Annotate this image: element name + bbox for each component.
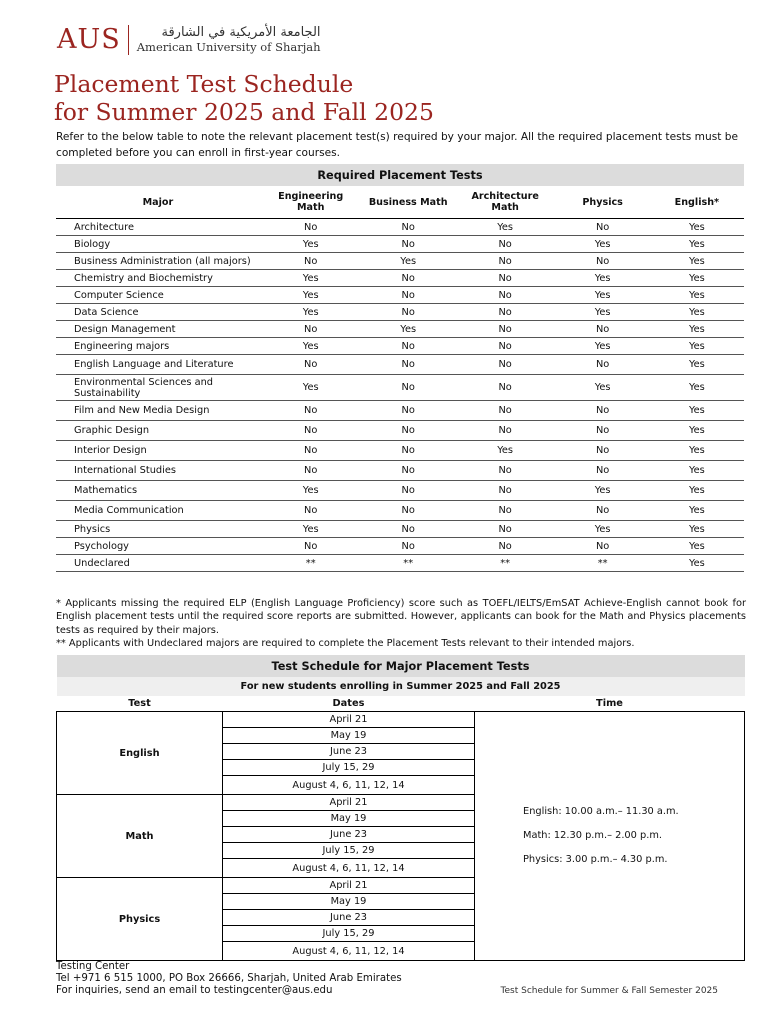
- requirement-cell: No: [362, 236, 455, 253]
- requirement-cell: Yes: [650, 521, 744, 538]
- schedule-subheading: For new students enrolling in Summer 2025 and Fall 2025: [57, 677, 745, 696]
- major-name: Computer Science: [56, 287, 260, 304]
- test-date: April 21: [223, 878, 475, 894]
- column-header: Engineering Math: [260, 186, 362, 219]
- major-name: Chemistry and Biochemistry: [56, 270, 260, 287]
- column-header: Physics: [556, 186, 650, 219]
- test-date: April 21: [223, 712, 475, 728]
- table-row: [56, 287, 744, 304]
- major-name: Mathematics: [56, 481, 260, 501]
- time-slot: Physics: 3.00 p.m.– 4.30 p.m.: [523, 854, 668, 865]
- requirement-cell: Yes: [556, 236, 650, 253]
- requirement-cell: Yes: [650, 481, 744, 501]
- column-header: Architecture Math: [455, 186, 556, 219]
- requirement-cell: Yes: [260, 481, 362, 501]
- requirement-cell: Yes: [556, 481, 650, 501]
- requirement-cell: Yes: [650, 441, 744, 461]
- requirement-cell: No: [556, 501, 650, 521]
- test-date: August 4, 6, 11, 12, 14: [223, 942, 475, 961]
- contact-footer: [56, 961, 402, 997]
- test-date: May 19: [223, 894, 475, 910]
- requirement-cell: No: [260, 501, 362, 521]
- requirement-cell: Yes: [260, 270, 362, 287]
- footer-office: Testing Center: [56, 961, 130, 972]
- footnote-elp: * Applicants missing the required ELP (English Language Proficiency) score such as TOEFL/IELTS/EmSAT Achieve-English cannot book for English placement tests until the required score reports are submitted. However, applicants can book for the Math and Physics placements tests as required by their majors.: [56, 598, 746, 636]
- requirement-cell: No: [556, 355, 650, 375]
- column-header: Business Math: [362, 186, 455, 219]
- requirement-cell: Yes: [650, 421, 744, 441]
- column-header: English*: [650, 186, 744, 219]
- requirement-cell: Yes: [455, 219, 556, 236]
- column-header: Major: [56, 186, 260, 219]
- requirement-cell: No: [455, 355, 556, 375]
- requirement-cell: No: [556, 421, 650, 441]
- requirement-cell: No: [455, 421, 556, 441]
- requirement-cell: No: [455, 253, 556, 270]
- requirement-cell: Yes: [260, 521, 362, 538]
- requirement-cell: No: [260, 441, 362, 461]
- requirement-cell: No: [362, 355, 455, 375]
- logo-arabic-name: الجامعة الأمريكية في الشارقة: [161, 24, 321, 40]
- requirement-cell: No: [362, 338, 455, 355]
- requirement-cell: No: [556, 441, 650, 461]
- requirement-cell: No: [455, 401, 556, 421]
- requirement-cell: Yes: [556, 270, 650, 287]
- requirement-cell: No: [556, 219, 650, 236]
- requirement-cell: Yes: [260, 287, 362, 304]
- requirement-cell: Yes: [260, 375, 362, 401]
- requirement-cell: **: [556, 555, 650, 572]
- requirement-cell: Yes: [556, 304, 650, 321]
- table-row: [56, 219, 744, 236]
- requirement-cell: Yes: [556, 287, 650, 304]
- required-tests-heading: Required Placement Tests: [56, 164, 744, 186]
- major-name: Graphic Design: [56, 421, 260, 441]
- requirement-cell: No: [362, 287, 455, 304]
- requirement-cell: Yes: [650, 321, 744, 338]
- requirement-cell: No: [362, 304, 455, 321]
- requirement-cell: No: [556, 461, 650, 481]
- requirement-cell: No: [260, 253, 362, 270]
- major-name: Physics: [56, 521, 260, 538]
- major-name: Architecture: [56, 219, 260, 236]
- time-slot: English: 10.00 a.m.– 11.30 a.m.: [523, 806, 679, 817]
- table-row: [56, 461, 744, 481]
- intro-paragraph: Refer to the below table to note the relevant placement test(s) required by your major. All the required placement tests must be completed before you can enroll in first-year courses.: [56, 131, 738, 159]
- requirement-cell: No: [260, 219, 362, 236]
- document-label: Test Schedule for Summer & Fall Semester 2025: [500, 986, 718, 996]
- requirement-cell: No: [362, 421, 455, 441]
- schedule-body: [57, 712, 745, 961]
- schedule-heading: Test Schedule for Major Placement Tests: [57, 655, 745, 677]
- major-name: Design Management: [56, 321, 260, 338]
- requirement-cell: Yes: [650, 375, 744, 401]
- test-date: August 4, 6, 11, 12, 14: [223, 776, 475, 795]
- requirement-cell: Yes: [556, 375, 650, 401]
- major-name: Psychology: [56, 538, 260, 555]
- requirement-cell: No: [455, 521, 556, 538]
- requirement-cell: No: [362, 538, 455, 555]
- requirement-cell: Yes: [650, 304, 744, 321]
- requirement-cell: No: [455, 375, 556, 401]
- major-name: Film and New Media Design: [56, 401, 260, 421]
- requirement-cell: No: [455, 501, 556, 521]
- major-name: Interior Design: [56, 441, 260, 461]
- footnote-undeclared: ** Applicants with Undeclared majors are required to complete the Placement Tests relevant to their intended majors.: [56, 637, 635, 649]
- table-row: [56, 401, 744, 421]
- requirement-cell: **: [260, 555, 362, 572]
- test-name: English: [57, 712, 223, 795]
- schedule-header-row: [57, 696, 745, 712]
- requirement-cell: No: [455, 538, 556, 555]
- logo-wordmark: [137, 26, 321, 54]
- table-row: [56, 236, 744, 253]
- table-row: [56, 538, 744, 555]
- schedule-row: [57, 712, 745, 728]
- requirement-cell: Yes: [650, 270, 744, 287]
- test-date: June 23: [223, 910, 475, 926]
- footer-contact: Tel +971 6 515 1000, PO Box 26666, Sharjah, United Arab Emirates: [56, 973, 402, 984]
- footnotes: [56, 597, 746, 650]
- schedule-column-header: Test: [57, 696, 223, 712]
- page-title: [54, 70, 434, 126]
- test-times: [475, 712, 745, 961]
- requirement-cell: No: [260, 321, 362, 338]
- required-placement-tests-table: [56, 164, 744, 572]
- requirement-cell: No: [362, 401, 455, 421]
- requirement-cell: Yes: [362, 253, 455, 270]
- test-date: April 21: [223, 795, 475, 811]
- major-name: Environmental Sciences and Sustainability: [56, 375, 260, 401]
- time-slot: Math: 12.30 p.m.– 2.00 p.m.: [523, 830, 663, 841]
- table-row: [56, 338, 744, 355]
- test-date: June 23: [223, 744, 475, 760]
- requirement-cell: No: [556, 538, 650, 555]
- page-title-line-1: Placement Test Schedule: [54, 70, 354, 98]
- test-date: August 4, 6, 11, 12, 14: [223, 859, 475, 878]
- requirement-cell: No: [362, 501, 455, 521]
- table-row: [56, 555, 744, 572]
- requirement-cell: No: [362, 219, 455, 236]
- table-row: [56, 501, 744, 521]
- requirement-cell: Yes: [650, 538, 744, 555]
- requirement-cell: No: [260, 401, 362, 421]
- requirement-cell: No: [362, 481, 455, 501]
- requirement-cell: Yes: [650, 287, 744, 304]
- requirement-cell: Yes: [650, 355, 744, 375]
- requirement-cell: No: [455, 304, 556, 321]
- logo-divider: [128, 25, 129, 55]
- major-name: Engineering majors: [56, 338, 260, 355]
- requirement-cell: Yes: [650, 253, 744, 270]
- table-row: [56, 375, 744, 401]
- test-date: May 19: [223, 811, 475, 827]
- major-name: Data Science: [56, 304, 260, 321]
- requirement-cell: Yes: [650, 236, 744, 253]
- requirement-cell: No: [556, 401, 650, 421]
- table-row: [56, 355, 744, 375]
- major-name: Undeclared: [56, 555, 260, 572]
- table-row: [56, 321, 744, 338]
- requirement-cell: Yes: [455, 441, 556, 461]
- test-schedule-table: [56, 655, 745, 961]
- requirement-cell: **: [455, 555, 556, 572]
- requirement-cell: Yes: [650, 338, 744, 355]
- requirement-cell: No: [362, 441, 455, 461]
- table-row: [56, 304, 744, 321]
- requirement-cell: No: [455, 287, 556, 304]
- required-tests-header-row: [56, 186, 744, 219]
- requirement-cell: Yes: [650, 219, 744, 236]
- schedule-column-header: Dates: [223, 696, 475, 712]
- page-title-line-2: for Summer 2025 and Fall 2025: [54, 98, 434, 126]
- requirement-cell: No: [260, 421, 362, 441]
- test-date: July 15, 29: [223, 843, 475, 859]
- requirement-cell: Yes: [362, 321, 455, 338]
- table-row: [56, 270, 744, 287]
- footer-inquiries: For inquiries, send an email to testingcenter@aus.edu: [56, 985, 333, 996]
- test-name: Math: [57, 795, 223, 878]
- requirement-cell: No: [455, 270, 556, 287]
- table-row: [56, 441, 744, 461]
- table-row: [56, 253, 744, 270]
- requirement-cell: No: [362, 521, 455, 538]
- requirement-cell: No: [260, 355, 362, 375]
- requirement-cell: No: [455, 321, 556, 338]
- requirement-cell: No: [260, 538, 362, 555]
- major-name: Business Administration (all majors): [56, 253, 260, 270]
- logo-mark: AUS: [57, 24, 121, 55]
- required-tests-body: [56, 219, 744, 572]
- requirement-cell: No: [455, 236, 556, 253]
- test-date: July 15, 29: [223, 760, 475, 776]
- schedule-column-header: Time: [475, 696, 745, 712]
- requirement-cell: No: [455, 481, 556, 501]
- logo-english-name: American University of Sharjah: [136, 39, 321, 54]
- requirement-cell: No: [455, 461, 556, 481]
- major-name: Media Communication: [56, 501, 260, 521]
- requirement-cell: Yes: [260, 338, 362, 355]
- aus-logo: [57, 24, 321, 55]
- requirement-cell: No: [556, 321, 650, 338]
- requirement-cell: Yes: [556, 521, 650, 538]
- requirement-cell: No: [260, 461, 362, 481]
- requirement-cell: No: [556, 253, 650, 270]
- requirement-cell: Yes: [260, 304, 362, 321]
- requirement-cell: No: [362, 461, 455, 481]
- test-name: Physics: [57, 878, 223, 961]
- major-name: English Language and Literature: [56, 355, 260, 375]
- requirement-cell: Yes: [260, 236, 362, 253]
- requirement-cell: Yes: [650, 461, 744, 481]
- requirement-cell: No: [362, 375, 455, 401]
- table-row: [56, 521, 744, 538]
- requirement-cell: Yes: [650, 501, 744, 521]
- table-row: [56, 481, 744, 501]
- major-name: Biology: [56, 236, 260, 253]
- test-date: July 15, 29: [223, 926, 475, 942]
- requirement-cell: No: [455, 338, 556, 355]
- requirement-cell: No: [362, 270, 455, 287]
- major-name: International Studies: [56, 461, 260, 481]
- requirement-cell: **: [362, 555, 455, 572]
- test-date: May 19: [223, 728, 475, 744]
- requirement-cell: Yes: [556, 338, 650, 355]
- requirement-cell: Yes: [650, 401, 744, 421]
- requirement-cell: Yes: [650, 555, 744, 572]
- table-row: [56, 421, 744, 441]
- test-date: June 23: [223, 827, 475, 843]
